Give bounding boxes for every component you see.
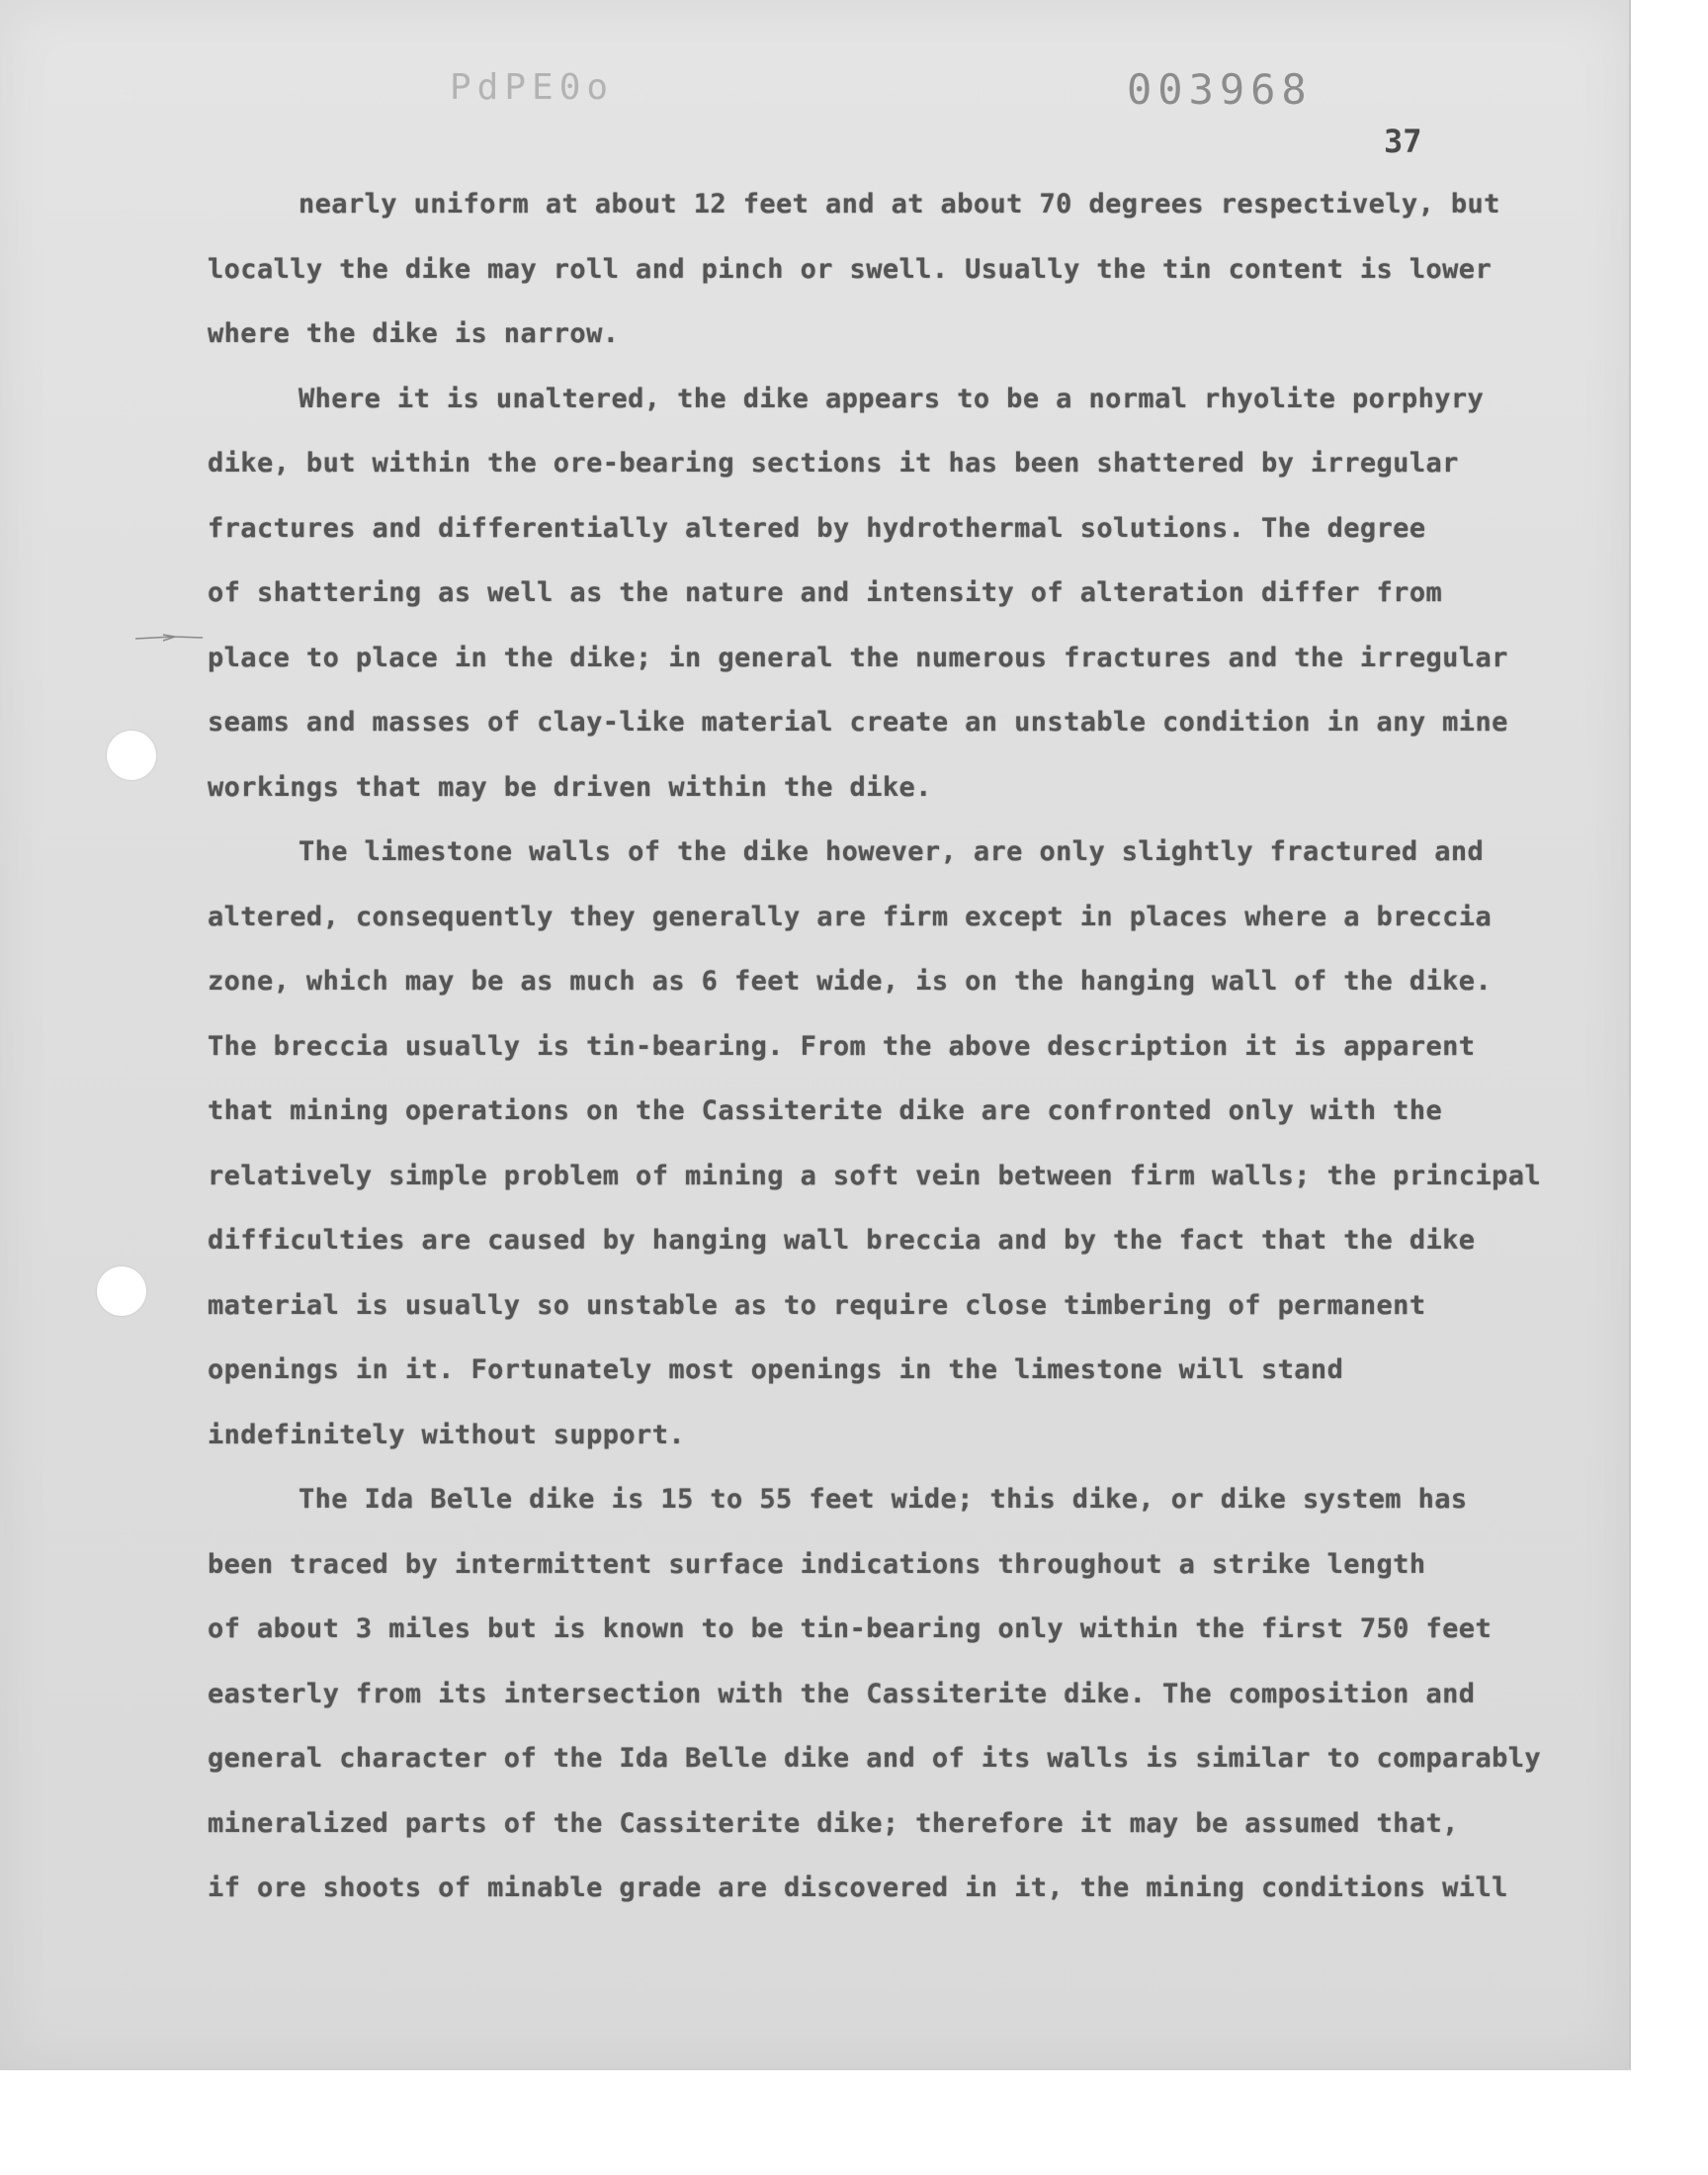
punch-hole-icon: [97, 1266, 146, 1316]
text-line: where the dike is narrow.: [208, 318, 620, 349]
text-line: if ore shoots of minable grade are discovered in it, the mining conditions will: [208, 1872, 1508, 1903]
text-line: place to place in the dike; in general the numerous fractures and the irregular: [208, 642, 1508, 673]
text-line: indefinitely without support.: [208, 1419, 686, 1450]
text-line: that mining operations on the Cassiterite dike are confronted only with the: [208, 1095, 1443, 1126]
text-line: workings that may be driven within the dike.: [208, 771, 932, 803]
text-line: openings in it. Fortunately most openings in the limestone will stand: [208, 1354, 1344, 1385]
punch-hole-icon: [107, 731, 156, 780]
text-line: The Ida Belle dike is 15 to 55 feet wide; this dike, or dike system has: [299, 1484, 1468, 1515]
body-text: [208, 176, 1552, 1925]
text-line: general character of the Ida Belle dike and of its walls is similar to comparably: [208, 1743, 1542, 1774]
text-line: of shattering as well as the nature and intensity of alteration differ from: [208, 577, 1443, 608]
text-line: nearly uniform at about 12 feet and at about 70 degrees respectively, but: [299, 189, 1500, 219]
paragraph-3: [208, 824, 1552, 1471]
pencil-mark-icon: [133, 633, 205, 643]
text-line: Where it is unaltered, the dike appears to be a normal rhyolite porphyry: [299, 383, 1485, 414]
page-number: 37: [1384, 123, 1422, 160]
paragraph-2: [208, 371, 1552, 825]
text-line: been traced by intermittent surface indications throughout a strike length: [208, 1548, 1426, 1580]
text-line: easterly from its intersection with the Cassiterite dike. The composition and: [208, 1678, 1476, 1709]
text-line: fractures and differentially altered by hydrothermal solutions. The degree: [208, 512, 1426, 544]
text-line: mineralized parts of the Cassiterite dike; therefore it may be assumed that,: [208, 1807, 1459, 1839]
text-line: material is usually so unstable as to require close timbering of permanent: [208, 1289, 1426, 1321]
faded-stamp-number: PdPE0o: [450, 67, 615, 108]
text-line: dike, but within the ore-bearing sections it has been shattered by irregular: [208, 448, 1459, 478]
text-line: zone, which may be as much as 6 feet wide, is on the hanging wall of the dike.: [208, 966, 1493, 997]
text-line: relatively simple problem of mining a soft vein between firm walls; the principal: [208, 1160, 1542, 1191]
document-stamp-number: 003968: [1127, 65, 1313, 114]
text-line: The breccia usually is tin-bearing. From the above description it is apparent: [208, 1030, 1476, 1062]
text-line: seams and masses of clay-like material create an unstable condition in any mine: [208, 707, 1508, 738]
text-line: of about 3 miles but is known to be tin-bearing only within the first 750 feet: [208, 1613, 1493, 1644]
text-line: The limestone walls of the dike however, are only slightly fractured and: [299, 836, 1485, 867]
text-line: difficulties are caused by hanging wall breccia and by the fact that the dike: [208, 1225, 1476, 1256]
text-line: locally the dike may roll and pinch or swell. Usually the tin content is lower: [208, 253, 1493, 285]
paragraph-4: [208, 1471, 1552, 1925]
text-line: altered, consequently they generally are firm except in places where a breccia: [208, 901, 1493, 932]
paragraph-1: [208, 176, 1552, 371]
